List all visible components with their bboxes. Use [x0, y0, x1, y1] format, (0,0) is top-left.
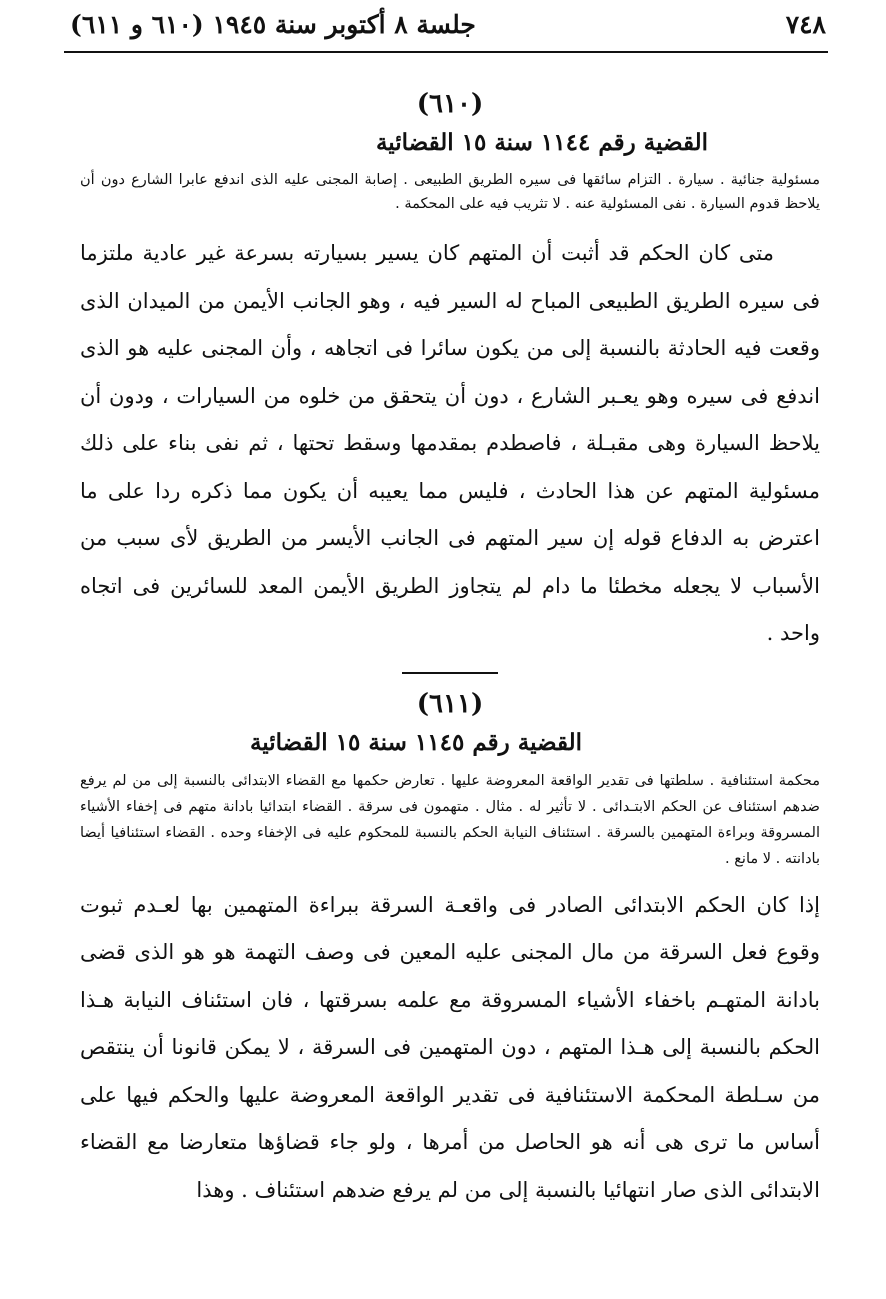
ruling-summary: مسئولية جنائية . سيارة . التزام سائقها فى سيره الطريق الطبيعى . إصابة المجنى عليه الذى اندفع عابرا الشارع دون أن يلاحظ قدوم السيارة . نفى المسئولية عنه . لا تثريب فيه على المحكمة . [80, 172, 820, 212]
ruling-summary: محكمة استئنافية . سلطتها فى تقدير الواقعة المعروضة عليها . تعارض حكمها مع القضاء الابتدائى بالنسبة إلى من لم يرفع ضدهم استئناف عن الحكم الابتـدائى . لا تأثير له . مثال . متهمون فى سرقة . القضاء ابتدائيا بادانة متهم فى إخفاء الأشياء المسروقة وبراءة المتهمين بالسرقة . استئناف النيابة الحكم بالنسبة للمحكوم عليه فى الإخفاء وحده . القضاء استئنافيا أيضا بادانته . لا مانع . [80, 772, 820, 867]
header-title: جلسة ٨ أكتوبر سنة ١٩٤٥ (٦١٠ و ٦١١) [70, 9, 476, 39]
running-header [70, 6, 826, 42]
section-divider [402, 672, 498, 674]
case-reference: القضية رقم ١١٤٥ سنة ١٥ القضائية [249, 728, 582, 756]
ruling-number: (٦١١) [416, 688, 484, 719]
ruling-body: متى كان الحكم قد أثبت أن المتهم كان يسير بسيارته بسرعة غير عادية ملتزما فى سيره الطريق الطبيعى المباح له السير فيه ، وهو الجانب الأيمن من الميدان الذى وقعت فيه الحادثة بالنسبة إلى من يكون سائرا فى اتجاهه ، وأن المجنى عليه هو الذى اندفع فى سيره وهو يعـبر الشارع ، دون أن يتحقق من خلوه من السيارات ، ودون أن يلاحظ السيارة وهى مقبـلة ، فاصطدم بمقدمها وسقط تحتها ، ثم نفى بناء على ذلك مسئولية المتهم عن هذا الحادث ، فليس مما يعيبه أن يكون مما ذكره ردا على ما اعترض به الدفاع قوله إن سير المتهم فى الجانب الأيسر من الطريق لأى سبب من الأسباب لا يجعله مخطئا ما دام لم يتجاوز الطريق الأيمن المعد للسائرين فى اتجاه واحد . [80, 241, 820, 645]
page-number: ٧٤٨ [785, 9, 826, 39]
case-reference: القضية رقم ١١٤٤ سنة ١٥ القضائية [375, 129, 708, 156]
page-content [80, 84, 820, 1214]
ruling-610 [80, 84, 820, 658]
ruling-number: (٦١٠) [416, 89, 484, 119]
ruling-611 [80, 684, 820, 1215]
header-rule [64, 51, 828, 53]
ruling-body: إذا كان الحكم الابتدائى الصادر فى واقعـة السرقة ببراءة المتهمين بها لعـدم ثبوت وقوع فعل السرقة من مال المجنى عليه المعين فى وصف التهمة هو هو الذى قضى بادانة المتهـم باخفاء الأشياء المسروقة مع علمه بسرقتها ، فان استئناف النيابة هـذا الحكم بالنسبة إلى هـذا المتهم ، دون المتهمين فى السرقة ، لا يمكن قانونا أن ينتقص من سـلطة المحكمة الاستئنافية فى تقدير الواقعة المعروضة عليها والحكم فيها على أساس ما ترى هى أنه هو الحاصل من أمرها ، ولو جاء قضاؤها متعارضا مع القضاء الابتدائى الذى صار انتهائيا بالنسبة إلى من لم يرفع ضدهم استئناف . وهذا [80, 892, 820, 1202]
